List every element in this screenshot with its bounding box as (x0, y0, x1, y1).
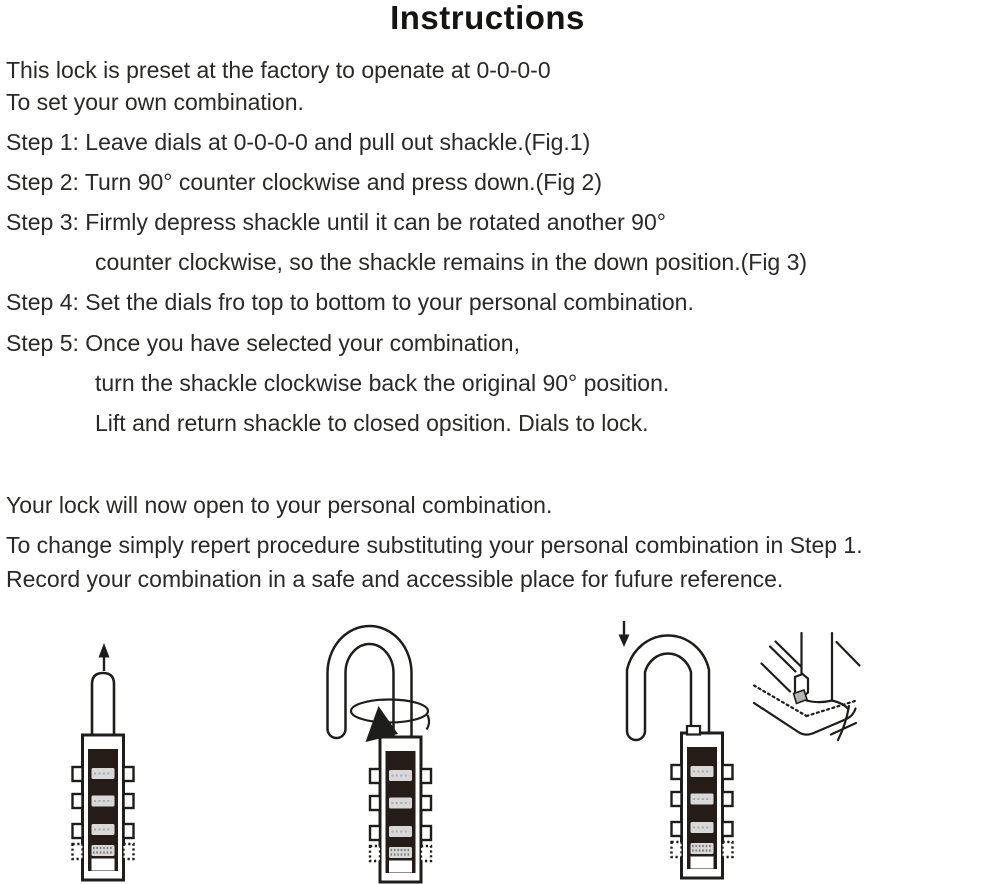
gray-notch (794, 690, 808, 704)
down-arrow-icon (619, 635, 630, 648)
step-5-continued: turn the shackle clockwise back the original 90° position. (95, 370, 670, 396)
fig1-lock-shackle-pulled-icon (73, 643, 134, 880)
step-3: Step 3: Firmly depress shackle until it can be rotated another 90° (6, 209, 666, 235)
fig3-lock-press-down-icon (619, 621, 733, 878)
note-line: Record your combination in a safe and accessible place for fufure reference. (6, 566, 784, 592)
fig4-shackle-base-closeup-icon (754, 633, 860, 740)
note-line: Your lock will now open to your personal combination. (6, 492, 553, 518)
note-line: To change simply repert procedure substituting your personal combination in Step 1. (6, 532, 863, 558)
step-1: Step 1: Leave dials at 0-0-0-0 and pull out shackle.(Fig.1) (6, 129, 591, 155)
figures-illustration (0, 600, 995, 884)
intro-line: This lock is preset at the factory to openate at 0-0-0-0 (6, 57, 551, 83)
fig2-lock-rotate-counterclockwise-icon (337, 635, 432, 882)
shackle-catch-tab (687, 726, 700, 735)
step-2: Step 2: Turn 90° counter clockwise and press down.(Fig 2) (6, 169, 602, 195)
page-title: Instructions (390, 0, 585, 36)
intro-line: To set your own combination. (6, 89, 304, 115)
step-4: Step 4: Set the dials fro top to bottom to your personal combination. (6, 289, 694, 315)
step-5-continued: Lift and return shackle to closed opsition. Dials to lock. (95, 410, 649, 436)
step-5: Step 5: Once you have selected your combination, (6, 330, 520, 356)
step-3-continued: counter clockwise, so the shackle remains in the down position.(Fig 3) (95, 249, 808, 275)
up-arrow-icon (99, 643, 110, 658)
